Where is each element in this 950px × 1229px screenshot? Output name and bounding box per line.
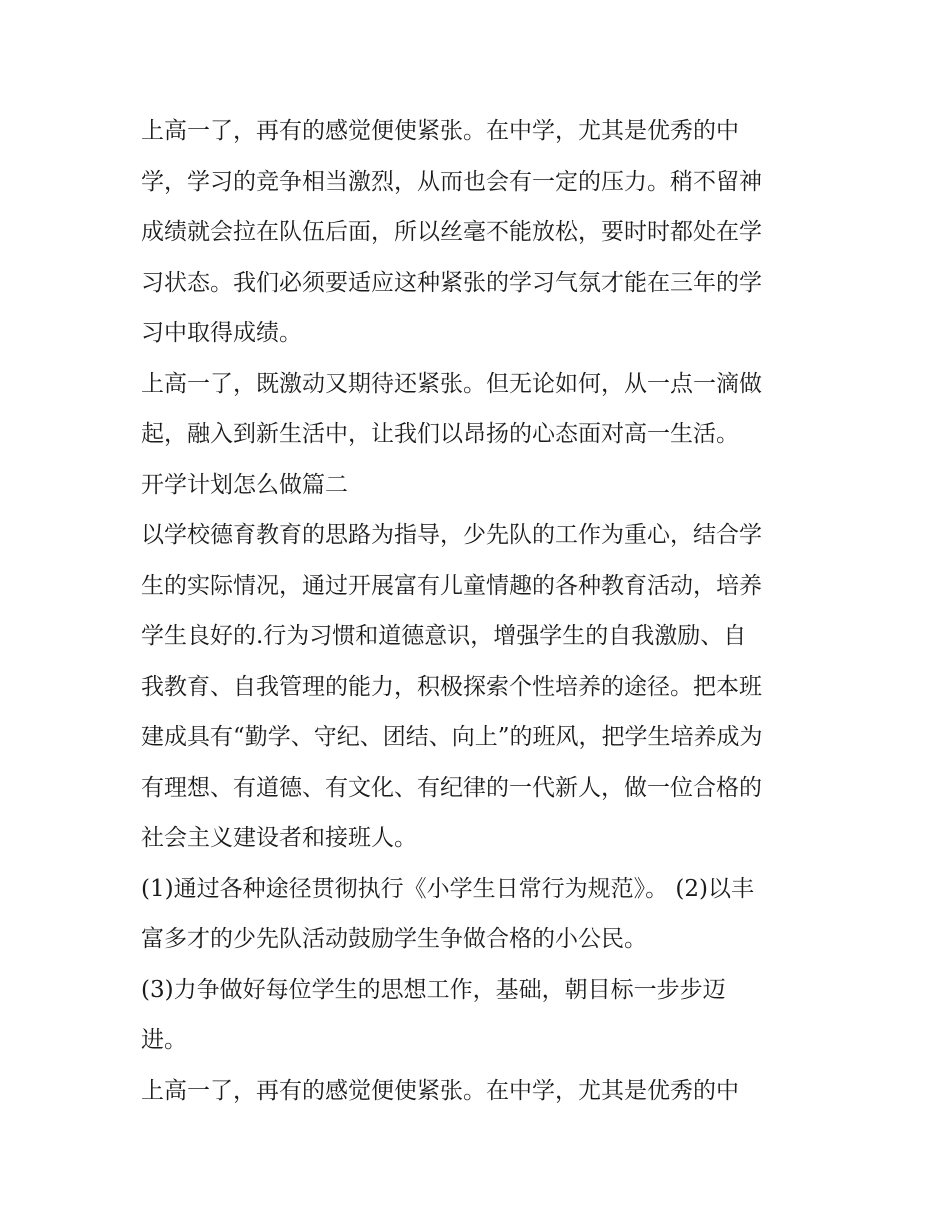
text-line: 习中取得成绩。 bbox=[141, 320, 302, 346]
text-line: 进。 bbox=[141, 1027, 187, 1053]
text-line: 以学校德育教育的思路为指导，少先队的工作为重心，结合学 bbox=[141, 522, 762, 548]
text-line: 有理想、有道德、有文化、有纪律的一代新人，做一位合格的 bbox=[141, 774, 762, 801]
text-line: 起，融入到新生活中，让我们以昂扬的心态面对高一生活。 bbox=[141, 421, 739, 447]
text-line: 习状态。我们必须要适应这种紧张的学习气氛才能在三年的学 bbox=[141, 269, 762, 296]
text-line: 上高一了，既激动又期待还紧张。但无论如何，从一点一滴做 bbox=[141, 370, 762, 397]
section-heading: 开学计划怎么做篇二 bbox=[141, 471, 348, 498]
text-line: 我教育、自我管理的能力，积极探索个性培养的途径。把本班 bbox=[141, 673, 762, 700]
text-line: 学生良好的.行为习惯和道德意识，增强学生的自我激励、自 bbox=[141, 623, 747, 649]
text-line: 成绩就会拉在队伍后面，所以丝毫不能放松，要时时都处在学 bbox=[141, 219, 762, 245]
text-line: 富多才的少先队活动鼓励学生争做合格的小公民。 bbox=[141, 926, 647, 952]
text-line: 学，学习的竞争相当激烈，从而也会有一定的压力。稍不留神 bbox=[141, 168, 762, 195]
text-line: (1)通过各种途径贯彻执行《小学生日常行为规范》。 (2)以丰 bbox=[141, 875, 754, 902]
document-body bbox=[141, 106, 821, 1116]
text-line: 社会主义建设者和接班人。 bbox=[141, 825, 417, 851]
text-line: 上高一了，再有的感觉便使紧张。在中学，尤其是优秀的中 bbox=[141, 118, 739, 144]
text-line: 上高一了，再有的感觉便使紧张。在中学，尤其是优秀的中 bbox=[141, 1077, 739, 1104]
text-line: 生的实际情况，通过开展富有儿童情趣的各种教育活动，培养 bbox=[141, 572, 762, 599]
text-line: 建成具有“勤学、守纪、团结、向上”的班风，把学生培养成为 bbox=[141, 724, 763, 750]
text-line: (3)力争做好每位学生的思想工作，基础，朝目标一步步迈 bbox=[141, 976, 726, 1003]
